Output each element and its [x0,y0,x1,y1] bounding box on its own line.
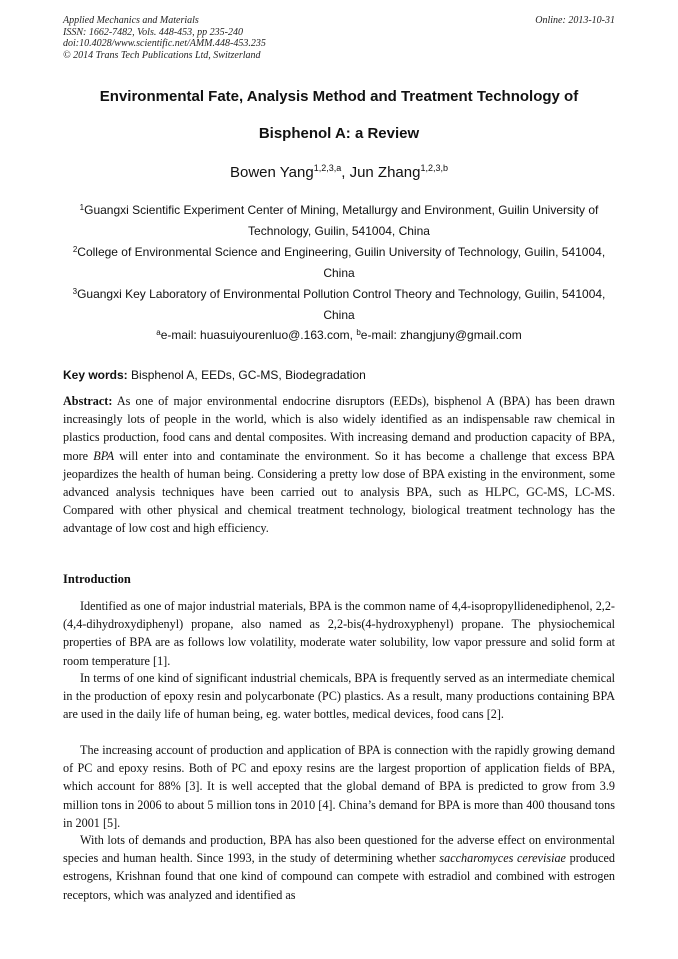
affiliation-number: 1 [79,203,85,212]
abstract-text: As one of major environmental endocrine disruptors (EEDs), bisphenol A (BPA) has been drawn increasingly lots of people in the world, which is also widely identified as an indispensable raw chemical in plastics production, food cans and dental composites. With increasing demand and production capacity of BPA, more [63,394,615,463]
affiliation-text: College of Environmental Science and Engineering, Guilin University of Technology, Guilin, 541004, China [77,245,606,280]
keywords-text: Bisphenol A, EEDs, GC-MS, Biodegradation [127,368,366,382]
keywords-label: Key words: [63,368,128,382]
journal-copyright: © 2014 Trans Tech Publications Ltd, Switzerland [63,49,261,61]
abstract-text: will enter into and contaminate the environment. So it has become a challenge that excess BPA jeopardizes the health of human being. Considering a pretty low dose of BPA existing in the environment, some advanced analysis techniques have been carried out to analysis BPA, such as HLPC, GC-MS, LC-MS. Compared with other physical and chemical treatment technology, biological treatment technology has the advantage of low cost and high efficiency. [63,448,615,536]
author-name: Jun Zhang [349,164,421,181]
affiliation-text: Guangxi Key Laboratory of Environmental Pollution Control Theory and Technology, Guilin, 541004, China [77,287,606,322]
email-marker: b [356,328,361,337]
author-list [0,164,678,181]
email-address: e-mail: zhangjuny@gmail.com [360,328,522,342]
affiliation [63,284,615,326]
author-affiliation-marker: 1,2,3,a [313,163,342,173]
author-separator: , [341,164,350,181]
species-name: saccharomyces cerevisiae [439,851,566,866]
paper-title-line-1: Environmental Fate, Analysis Method and Treatment Technology of [99,88,579,105]
paragraph-text: produced estrogens, Krishnan found that one kind of compound can compete with estradiol and combined with estrogen receptors, which was analyzed and identified as [63,851,615,902]
author-affiliation-marker: 1,2,3,b [420,163,448,173]
affiliation-text: Guangxi Scientific Experiment Center of Mining, Metallurgy and Environment, Guilin University of Technology, Guilin, 541004, China [84,203,599,238]
journal-issn: ISSN: 1662-7482, Vols. 448-453, pp 235-240 [63,26,243,38]
author-name: Bowen Yang [230,164,314,181]
keywords [63,368,615,382]
journal-doi: doi:10.4028/www.scientific.net/AMM.448-453.235 [63,38,266,49]
paragraph-text: With lots of demands and production, BPA has also been questioned for the adverse effect on environmental species and human health. Since 1993, in the study of determining whether [63,833,615,866]
affiliation [63,200,615,242]
affiliation [63,242,615,284]
paragraph: In terms of one kind of significant industrial chemicals, BPA is frequently served as an intermediate chemical in the production of epoxy resin and polycarbonate (PC) plastics. As a result, many productions containing BPA are used in the daily life of human being, eg. water bottles, medical devices, food cans [2]. [63,671,615,722]
paper-title-line-2: Bisphenol A: a Review [258,125,420,142]
online-date: Online: 2013-10-31 [535,15,615,26]
affiliation-number: 3 [72,287,78,296]
affiliation-number: 2 [72,245,78,254]
section-heading-introduction: Introduction [63,572,131,586]
abstract [63,392,615,538]
abstract-italic-text: BPA [93,448,115,463]
paragraph [63,831,615,904]
abstract-label: Abstract: [63,394,113,408]
author-emails [63,328,615,342]
journal-name: Applied Mechanics and Materials [63,15,199,26]
email-address: e-mail: huasuiyourenluo@.163.com, [160,328,357,342]
journal-header [63,15,615,61]
email-marker: a [156,328,161,337]
paragraph: Identified as one of major industrial materials, BPA is the common name of 4,4-isopropyllidenediphenol, 2,2-(4,4-dihydroxydiphenyl) propane, also named as 2,2-bis(4-hydroxyphenyl) propane. The physiochemical properties of BPA are as follows low volatility, moderate water solubility, low vapor pressure and solid form at room temperature [1]. [63,599,615,668]
journal-info [63,15,615,61]
paragraph: The increasing account of production and application of BPA is connection with the rapidly growing demand of PC and epoxy resins. Both of PC and epoxy resins are the largest proportion of application fields of BPA, which account for 88% [3]. It is well accepted that the global demand of BPA is predicted to grow from 3.9 million tons in 2006 to about 5 million tons in 2010 [4]. China’s demand for BPA is more than 400 thousand tons in 2001 [5]. [63,743,615,830]
